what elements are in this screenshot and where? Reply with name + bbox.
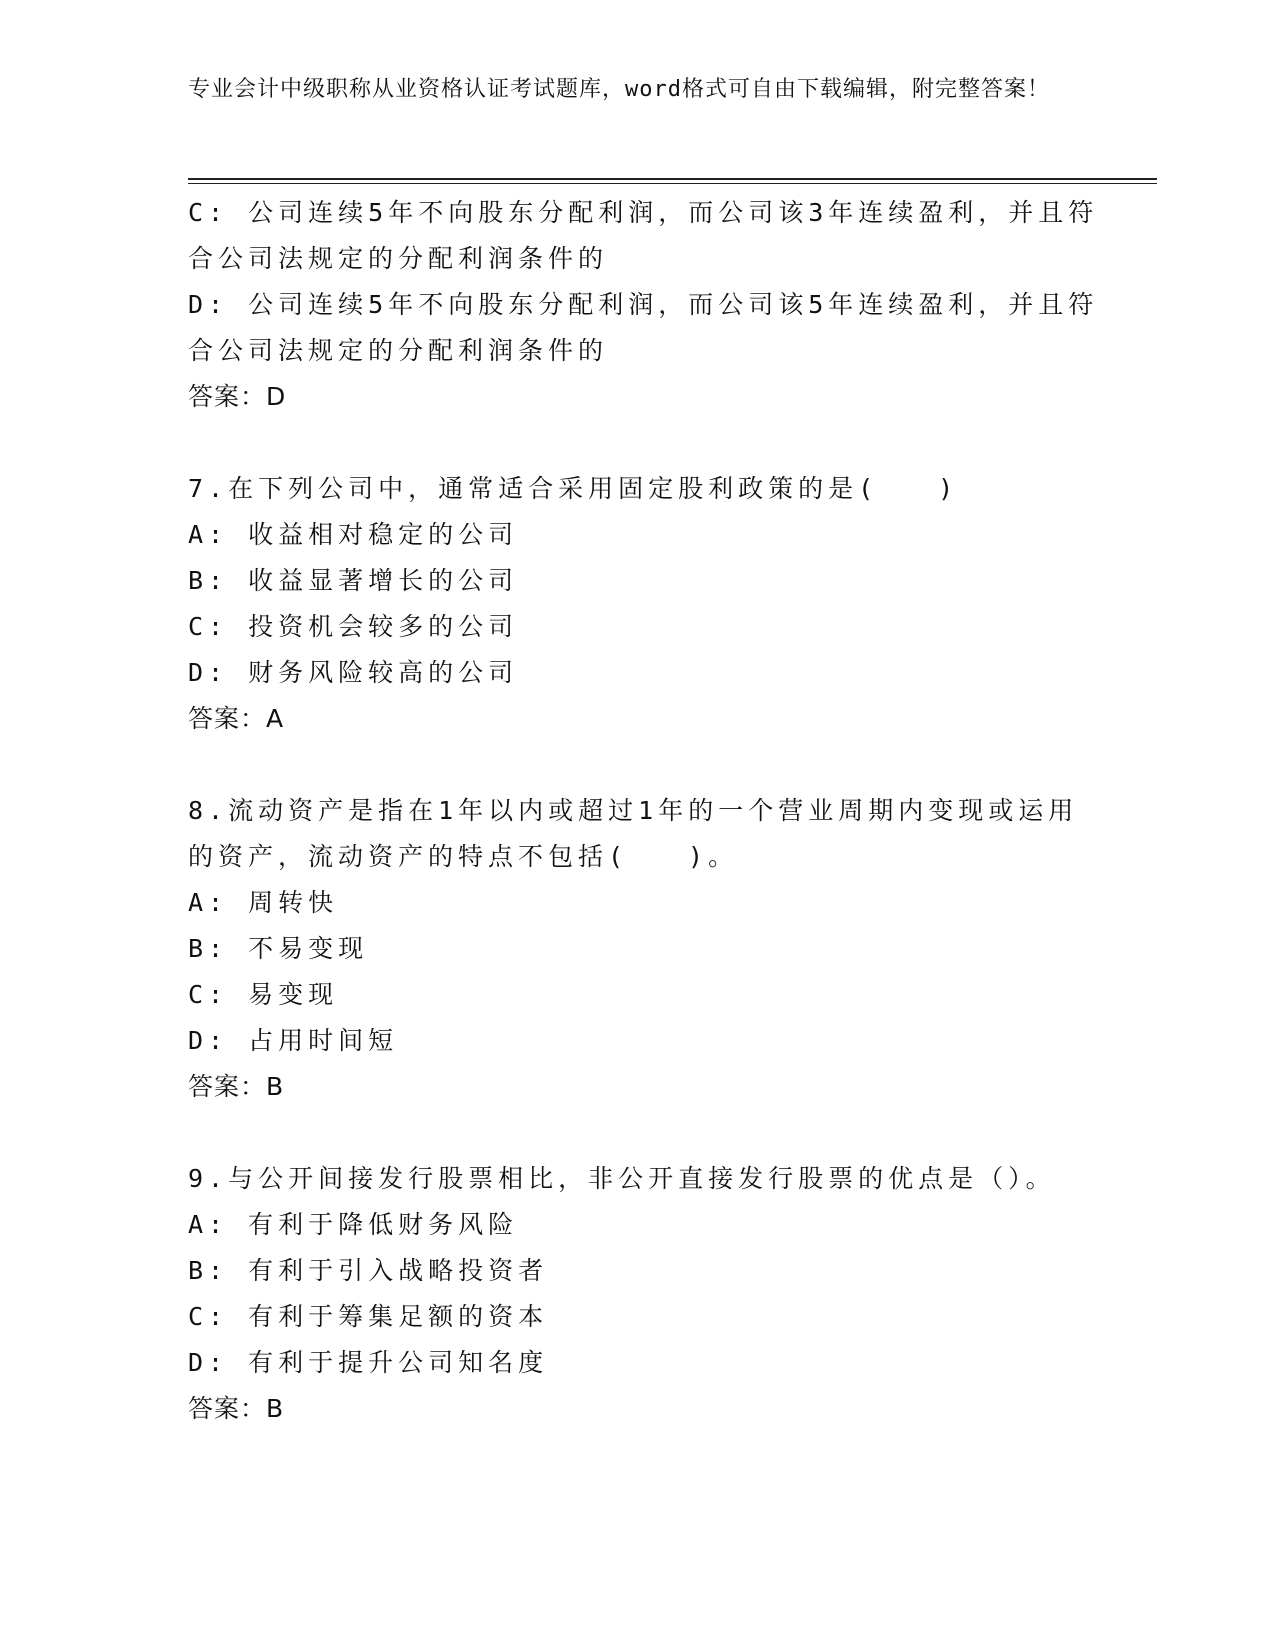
question-7-option-a: A: 收益相对稳定的公司	[188, 520, 519, 549]
question-9	[188, 1156, 1088, 1432]
answer-9: 答案：B	[188, 1394, 285, 1423]
question-6-continuation	[188, 190, 1099, 420]
answer-8: 答案：B	[188, 1072, 285, 1101]
answer-7: 答案：A	[188, 704, 285, 733]
question-8-option-d: D: 占用时间短	[188, 1026, 399, 1055]
option-d-line-2: 合公司法规定的分配利润条件的	[188, 336, 609, 365]
question-8-text-line-2: 的资产，流动资产的特点不包括( )。	[188, 842, 739, 871]
question-9-option-b: B: 有利于引入战略投资者	[188, 1256, 549, 1285]
question-9-option-d: D: 有利于提升公司知名度	[188, 1348, 549, 1377]
question-7	[188, 466, 1088, 742]
question-8-text-line-1: 8.流动资产是指在1年以内或超过1年的一个营业周期内变现或运用	[188, 796, 1079, 825]
header-rule-thin	[188, 183, 1157, 184]
question-8	[188, 788, 1088, 1110]
question-content	[188, 190, 1099, 1432]
spacer	[188, 1110, 1088, 1156]
question-9-text: 9.与公开间接发行股票相比，非公开直接发行股票的优点是（）。	[188, 1164, 1056, 1193]
spacer	[188, 742, 1088, 788]
question-8-option-c: C: 易变现	[188, 980, 339, 1009]
option-d-line-1: D: 公司连续5年不向股东分配利润，而公司该5年连续盈利，并且符	[188, 290, 1099, 319]
option-c-line-1: C: 公司连续5年不向股东分配利润，而公司该3年连续盈利，并且符	[188, 198, 1099, 227]
question-8-option-b: B: 不易变现	[188, 934, 369, 963]
question-9-option-c: C: 有利于筹集足额的资本	[188, 1302, 549, 1331]
header-rule-thick	[188, 178, 1157, 180]
spacer	[188, 420, 1088, 466]
option-c-line-2: 合公司法规定的分配利润条件的	[188, 244, 609, 273]
answer-6: 答案：D	[188, 382, 287, 411]
question-7-option-d: D: 财务风险较高的公司	[188, 658, 519, 687]
question-9-option-a: A: 有利于降低财务风险	[188, 1210, 519, 1239]
question-7-option-b: B: 收益显著增长的公司	[188, 566, 519, 595]
document-header: 专业会计中级职称从业资格认证考试题库，word格式可自由下载编辑，附完整答案！	[188, 77, 1050, 102]
question-8-option-a: A: 周转快	[188, 888, 339, 917]
question-7-text: 7.在下列公司中，通常适合采用固定股利政策的是( )	[188, 474, 959, 503]
question-7-option-c: C: 投资机会较多的公司	[188, 612, 519, 641]
